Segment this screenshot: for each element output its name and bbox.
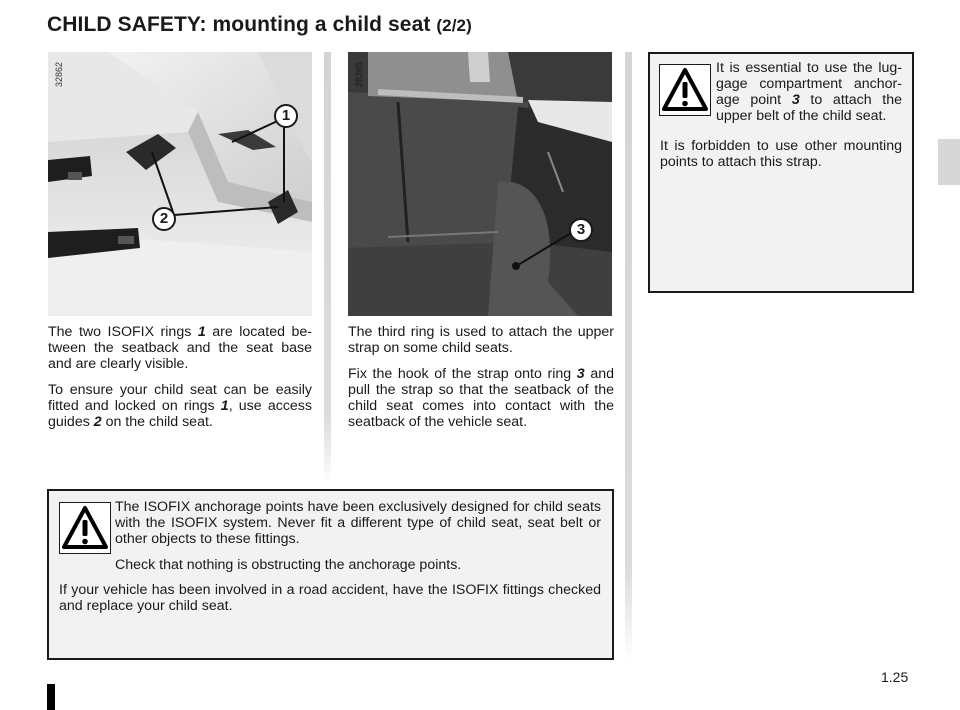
warning-triangle-icon [659,64,711,116]
paragraph [348,366,614,430]
luggage-illustration [348,52,612,316]
text-run: The two ISOFIX rings [48,324,198,340]
paragraph: If your vehicle has been involved in a road accident, have the ISOFIX fittings checked and replace your child seat. [59,582,601,614]
warning-box-isofix [47,489,614,660]
paragraph: The third ring is used to attach the upper strap on some child seats. [348,324,614,356]
warning-triangle-icon [59,502,111,554]
ring-ref: 3 [576,366,585,382]
callout-1: 1 [274,104,298,128]
figure-code: 28265 [354,62,364,88]
text-run: on the child seat. [101,414,213,430]
title-text: CHILD SAFETY: mounting a child seat [47,13,431,36]
title-part: (2/2) [436,16,472,35]
page-title [47,13,472,37]
ring-ref: 1 [197,324,206,340]
column-divider-left [324,52,331,484]
ring-ref: 3 [791,92,800,108]
figure-luggage-anchor [348,52,612,316]
section-thumb-tab [938,139,960,185]
text-run: It is essential to use the lug-gage compartment anchor-age point [716,60,902,108]
figure-isofix-seat [48,52,312,316]
warning-text [115,557,601,583]
text-run: To ensure your child seat can be easily fitted and locked on rings [48,382,312,414]
column-divider-right [625,52,632,662]
seat-illustration [48,52,312,316]
middle-column-text [348,324,614,440]
figure-code: 32862 [54,62,64,88]
text-run: and pull the strap so that the seatback of the child seat comes into contact with the seatback of the vehicle seat. [348,366,614,430]
text-run: are located be-tween the seatback and the seat base and are clearly visible. [48,324,312,372]
callout-2: 2 [152,207,176,231]
paragraph [48,324,312,372]
paragraph [48,382,312,430]
warning-text [59,582,601,624]
warning-box-anchor-point [648,52,914,293]
corner-mark [47,684,55,710]
paragraph [716,60,902,124]
paragraph: It is forbidden to use other mounting points to attach this strap. [660,138,902,170]
warning-text [716,60,902,134]
ring-ref: 1 [220,398,229,414]
text-run: to attach the upper belt of the child seat. [716,92,902,124]
paragraph: The ISOFIX anchorage points have been exclusively designed for child seats with the ISOFIX system. Never fit a different type of child seat, seat belt or other objects to these fittings. [115,499,601,547]
warning-text [660,138,902,180]
callout-3: 3 [569,218,593,242]
page-number: 1.25 [881,669,909,685]
paragraph: Check that nothing is obstructing the anchorage points. [115,557,462,573]
guide-ref: 2 [93,414,102,430]
text-run: Fix the hook of the strap onto ring [348,366,577,382]
text-run: , use access guides [48,398,312,430]
warning-text [115,499,601,557]
left-column-text [48,324,312,440]
